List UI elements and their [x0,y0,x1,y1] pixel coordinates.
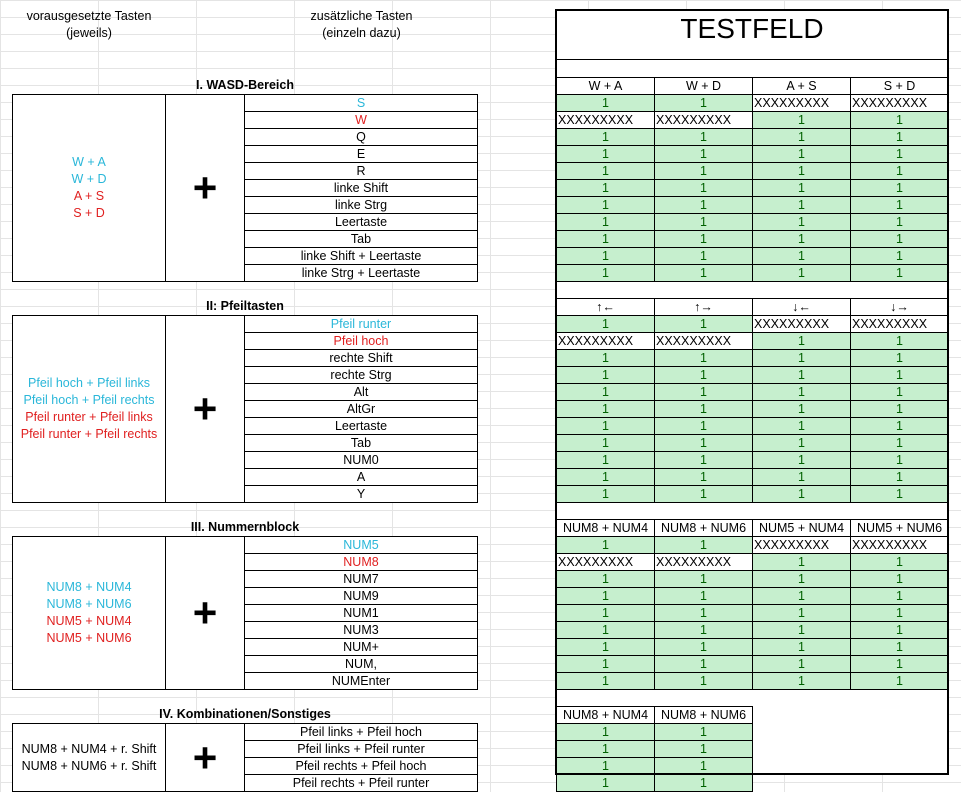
prereq-combo: NUM8 + NUM6 [46,597,132,611]
test-result-cell[interactable]: 1 [556,94,655,112]
prereq-combo: W + D [71,172,107,186]
section-title: III. Nummernblock [190,520,300,534]
test-result-cell[interactable]: 1 [654,740,753,758]
additional-key-cell[interactable]: Pfeil rechts + Pfeil hoch [244,757,478,775]
test-result-cell[interactable]: 1 [654,757,753,775]
test-result-cell[interactable]: 1 [850,366,949,384]
test-result-cell[interactable]: 1 [654,638,753,656]
test-result-cell[interactable]: 1 [850,417,949,435]
test-result-cell[interactable]: 1 [850,349,949,367]
test-result-cell[interactable]: 1 [850,162,949,180]
test-result-cell[interactable]: XXXXXXXXX [752,536,851,554]
plus-sign: + [165,315,245,503]
test-result-cell[interactable]: 1 [850,621,949,639]
test-result-cell[interactable]: 1 [654,604,753,622]
additional-key-cell[interactable]: NUM7 [244,570,478,588]
section-title: II: Pfeiltasten [206,299,284,313]
test-result-cell[interactable]: 1 [752,468,851,486]
test-result-cell[interactable]: 1 [752,366,851,384]
test-result-cell[interactable]: 1 [556,213,655,231]
test-result-cell[interactable]: 1 [654,366,753,384]
additional-key-cell[interactable]: linke Shift + Leertaste [244,247,478,265]
prereq-combo: Pfeil runter + Pfeil rechts [20,427,158,441]
test-result-cell[interactable]: 1 [556,587,655,605]
col-header-extra-line1: zusätzliche Tasten [310,9,413,23]
additional-key-cell[interactable]: A [244,468,478,486]
test-result-cell[interactable]: 1 [850,383,949,401]
test-result-cell[interactable]: 1 [654,94,753,112]
test-result-cell[interactable]: 1 [654,417,753,435]
additional-key-cell[interactable]: E [244,145,478,163]
test-result-cell[interactable]: 1 [850,400,949,418]
test-result-cell[interactable]: 1 [654,383,753,401]
test-result-cell[interactable]: 1 [752,485,851,503]
test-result-cell[interactable]: 1 [556,383,655,401]
prereq-keys-box [12,315,166,503]
test-result-cell[interactable]: 1 [654,315,753,333]
test-result-cell[interactable]: 1 [556,264,655,282]
test-result-cell[interactable]: XXXXXXXXX [654,111,753,129]
prereq-keys-box [12,723,166,792]
test-column-header: NUM5 + NUM4 [752,519,851,537]
test-result-cell[interactable]: 1 [654,485,753,503]
prereq-combo: NUM8 + NUM4 [46,580,132,594]
additional-key-cell[interactable]: Leertaste [244,417,478,435]
test-result-cell[interactable]: 1 [850,264,949,282]
additional-key-cell[interactable]: NUM9 [244,587,478,605]
test-result-cell[interactable]: 1 [556,434,655,452]
test-result-cell[interactable]: 1 [654,468,753,486]
additional-key-cell[interactable]: NUM8 [244,553,478,571]
test-result-cell[interactable]: 1 [752,400,851,418]
col-header-extra-line2: (einzeln dazu) [322,26,401,40]
test-result-cell[interactable]: 1 [556,145,655,163]
test-result-cell[interactable]: 1 [752,230,851,248]
test-result-cell[interactable]: XXXXXXXXX [850,315,949,333]
additional-key-cell[interactable]: NUM3 [244,621,478,639]
test-result-cell[interactable]: 1 [654,349,753,367]
test-result-cell[interactable]: 1 [556,740,655,758]
test-result-cell[interactable]: 1 [556,655,655,673]
test-result-cell[interactable]: 1 [654,434,753,452]
additional-key-cell[interactable]: linke Strg [244,196,478,214]
section-title: IV. Kombinationen/Sonstiges [159,707,331,721]
test-result-cell[interactable]: 1 [850,485,949,503]
test-result-cell[interactable]: 1 [654,672,753,690]
test-result-cell[interactable]: 1 [654,179,753,197]
additional-key-cell[interactable]: linke Shift [244,179,478,197]
test-result-cell[interactable]: 1 [850,451,949,469]
plus-sign: + [165,723,245,792]
test-result-cell[interactable]: 1 [752,213,851,231]
test-column-header: NUM5 + NUM6 [850,519,949,537]
test-result-cell[interactable]: 1 [752,655,851,673]
test-result-cell[interactable]: 1 [850,145,949,163]
test-result-cell[interactable]: 1 [850,434,949,452]
prereq-keys-box [12,536,166,690]
test-result-cell[interactable]: 1 [556,230,655,248]
test-result-cell[interactable]: 1 [850,196,949,214]
test-result-cell[interactable]: 1 [654,451,753,469]
plus-sign: + [165,536,245,690]
prereq-combo: NUM8 + NUM6 + r. Shift [21,758,157,773]
test-result-cell[interactable]: 1 [850,128,949,146]
prereq-combo: NUM5 + NUM4 [46,614,132,628]
test-result-cell[interactable]: 1 [752,553,851,571]
test-result-cell[interactable]: 1 [850,213,949,231]
test-result-cell[interactable]: 1 [752,196,851,214]
test-result-cell[interactable]: XXXXXXXXX [850,536,949,554]
prereq-combo: S + D [73,206,105,220]
col-header-prereq-line1: vorausgesetzte Tasten [26,9,152,23]
additional-key-cell[interactable]: W [244,111,478,129]
additional-key-cell[interactable]: Q [244,128,478,146]
test-result-cell[interactable]: 1 [752,383,851,401]
plus-sign: + [165,94,245,282]
test-result-cell[interactable]: 1 [850,111,949,129]
test-result-cell[interactable]: 1 [556,570,655,588]
test-result-cell[interactable]: XXXXXXXXX [556,553,655,571]
test-result-cell[interactable]: 1 [752,264,851,282]
test-result-cell[interactable]: 1 [850,570,949,588]
test-result-cell[interactable]: 1 [850,553,949,571]
test-result-cell[interactable]: 1 [556,366,655,384]
test-result-cell[interactable]: 1 [556,451,655,469]
additional-key-cell[interactable]: Alt [244,383,478,401]
test-result-cell[interactable]: 1 [654,230,753,248]
test-result-cell[interactable]: XXXXXXXXX [752,94,851,112]
test-result-cell[interactable]: 1 [556,196,655,214]
test-result-cell[interactable]: 1 [850,247,949,265]
test-result-cell[interactable]: 1 [556,672,655,690]
additional-key-cell[interactable]: Pfeil rechts + Pfeil runter [244,774,478,792]
test-result-cell[interactable]: 1 [752,417,851,435]
test-result-cell[interactable]: 1 [556,638,655,656]
test-result-cell[interactable]: 1 [752,587,851,605]
testfeld-title: TESTFELD [680,13,824,44]
test-result-cell[interactable]: 1 [654,145,753,163]
test-result-cell[interactable]: 1 [752,434,851,452]
test-result-cell[interactable]: 1 [752,332,851,350]
test-result-cell[interactable]: 1 [556,128,655,146]
prereq-combo: NUM5 + NUM6 [46,631,132,645]
additional-key-cell[interactable]: NUMEnter [244,672,478,690]
additional-key-cell[interactable]: Leertaste [244,213,478,231]
test-column-header: ↓→ [850,298,949,316]
test-result-cell[interactable]: 1 [654,655,753,673]
test-result-cell[interactable]: 1 [850,230,949,248]
additional-key-cell[interactable]: Tab [244,434,478,452]
test-result-cell[interactable]: 1 [752,621,851,639]
test-result-cell[interactable]: 1 [556,315,655,333]
additional-key-cell[interactable]: rechte Strg [244,366,478,384]
test-column-header: ↓← [752,298,851,316]
prereq-keys-box [12,94,166,282]
additional-key-cell[interactable]: R [244,162,478,180]
test-column-header: NUM8 + NUM4 [556,706,655,724]
prereq-combo: A + S [73,189,105,203]
test-result-cell[interactable]: 1 [752,638,851,656]
test-result-cell[interactable]: XXXXXXXXX [654,332,753,350]
test-result-cell[interactable]: 1 [752,451,851,469]
test-result-cell[interactable]: 1 [850,638,949,656]
prereq-combo: Pfeil hoch + Pfeil links [28,376,150,390]
test-result-cell[interactable]: 1 [752,672,851,690]
test-result-cell[interactable]: 1 [556,604,655,622]
additional-key-cell[interactable]: NUM1 [244,604,478,622]
test-result-cell[interactable]: 1 [654,570,753,588]
test-result-cell[interactable]: 1 [752,570,851,588]
test-result-cell[interactable]: XXXXXXXXX [654,553,753,571]
additional-key-cell[interactable]: rechte Shift [244,349,478,367]
test-column-header: ↑→ [654,298,753,316]
test-column-header: W + A [556,77,655,95]
additional-key-cell[interactable]: Pfeil runter [244,315,478,333]
test-result-cell[interactable]: 1 [556,247,655,265]
test-result-cell[interactable]: 1 [752,128,851,146]
additional-key-cell[interactable]: S [244,94,478,112]
test-result-cell[interactable]: XXXXXXXXX [752,315,851,333]
test-result-cell[interactable]: 1 [556,400,655,418]
additional-key-cell[interactable]: Tab [244,230,478,248]
prereq-combo: W + A [72,155,106,169]
test-result-cell[interactable]: 1 [654,128,753,146]
additional-key-cell[interactable]: Pfeil hoch [244,332,478,350]
test-result-cell[interactable]: 1 [752,179,851,197]
test-result-cell[interactable]: 1 [654,247,753,265]
test-column-header: ↑← [556,298,655,316]
test-result-cell[interactable]: 1 [654,264,753,282]
test-column-header: NUM8 + NUM6 [654,519,753,537]
additional-key-cell[interactable]: Pfeil links + Pfeil hoch [244,723,478,741]
prereq-combo: Pfeil runter + Pfeil links [25,410,153,424]
test-result-cell[interactable]: 1 [654,536,753,554]
additional-key-cell[interactable]: NUM+ [244,638,478,656]
test-result-cell[interactable]: XXXXXXXXX [556,332,655,350]
test-result-cell[interactable]: 1 [850,587,949,605]
additional-key-cell[interactable]: Y [244,485,478,503]
test-result-cell[interactable]: 1 [752,145,851,163]
test-result-cell[interactable]: 1 [752,349,851,367]
additional-key-cell[interactable]: NUM, [244,655,478,673]
test-result-cell[interactable]: 1 [850,604,949,622]
test-column-header: NUM8 + NUM4 [556,519,655,537]
additional-key-cell[interactable]: NUM0 [244,451,478,469]
test-result-cell[interactable]: XXXXXXXXX [850,94,949,112]
test-result-cell[interactable]: 1 [556,417,655,435]
test-result-cell[interactable]: 1 [850,672,949,690]
section-title: I. WASD-Bereich [196,78,294,92]
test-column-header: S + D [850,77,949,95]
test-result-cell[interactable]: 1 [654,723,753,741]
test-result-cell[interactable]: 1 [556,349,655,367]
additional-key-cell[interactable]: linke Strg + Leertaste [244,264,478,282]
test-result-cell[interactable]: 1 [752,247,851,265]
test-result-cell[interactable]: 1 [556,468,655,486]
test-result-cell[interactable]: 1 [556,757,655,775]
test-result-cell[interactable]: 1 [556,162,655,180]
test-result-cell[interactable]: 1 [654,621,753,639]
test-result-cell[interactable]: 1 [850,332,949,350]
test-result-cell[interactable]: 1 [850,179,949,197]
col-header-prereq-line2: (jeweils) [66,26,112,40]
test-result-cell[interactable]: 1 [654,162,753,180]
test-result-cell[interactable]: 1 [850,468,949,486]
test-result-cell[interactable]: 1 [556,536,655,554]
test-result-cell[interactable]: XXXXXXXXX [556,111,655,129]
test-result-cell[interactable]: 1 [654,400,753,418]
test-result-cell[interactable]: 1 [752,111,851,129]
test-column-header: W + D [654,77,753,95]
test-result-cell[interactable]: 1 [752,162,851,180]
prereq-combo: NUM8 + NUM4 + r. Shift [21,741,157,756]
test-result-cell[interactable]: 1 [556,723,655,741]
test-result-cell[interactable]: 1 [556,774,655,792]
test-result-cell[interactable]: 1 [654,587,753,605]
test-result-cell[interactable]: 1 [752,604,851,622]
prereq-combo: Pfeil hoch + Pfeil rechts [23,393,155,407]
test-result-cell[interactable]: 1 [556,179,655,197]
test-result-cell[interactable]: 1 [654,774,753,792]
test-result-cell[interactable]: 1 [556,621,655,639]
test-column-header: A + S [752,77,851,95]
test-result-cell[interactable]: 1 [654,213,753,231]
test-column-header: NUM8 + NUM6 [654,706,753,724]
test-result-cell[interactable]: 1 [556,485,655,503]
test-result-cell[interactable]: 1 [850,655,949,673]
additional-key-cell[interactable]: NUM5 [244,536,478,554]
additional-key-cell[interactable]: Pfeil links + Pfeil runter [244,740,478,758]
testfeld-border [555,9,949,775]
test-result-cell[interactable]: 1 [654,196,753,214]
additional-key-cell[interactable]: AltGr [244,400,478,418]
